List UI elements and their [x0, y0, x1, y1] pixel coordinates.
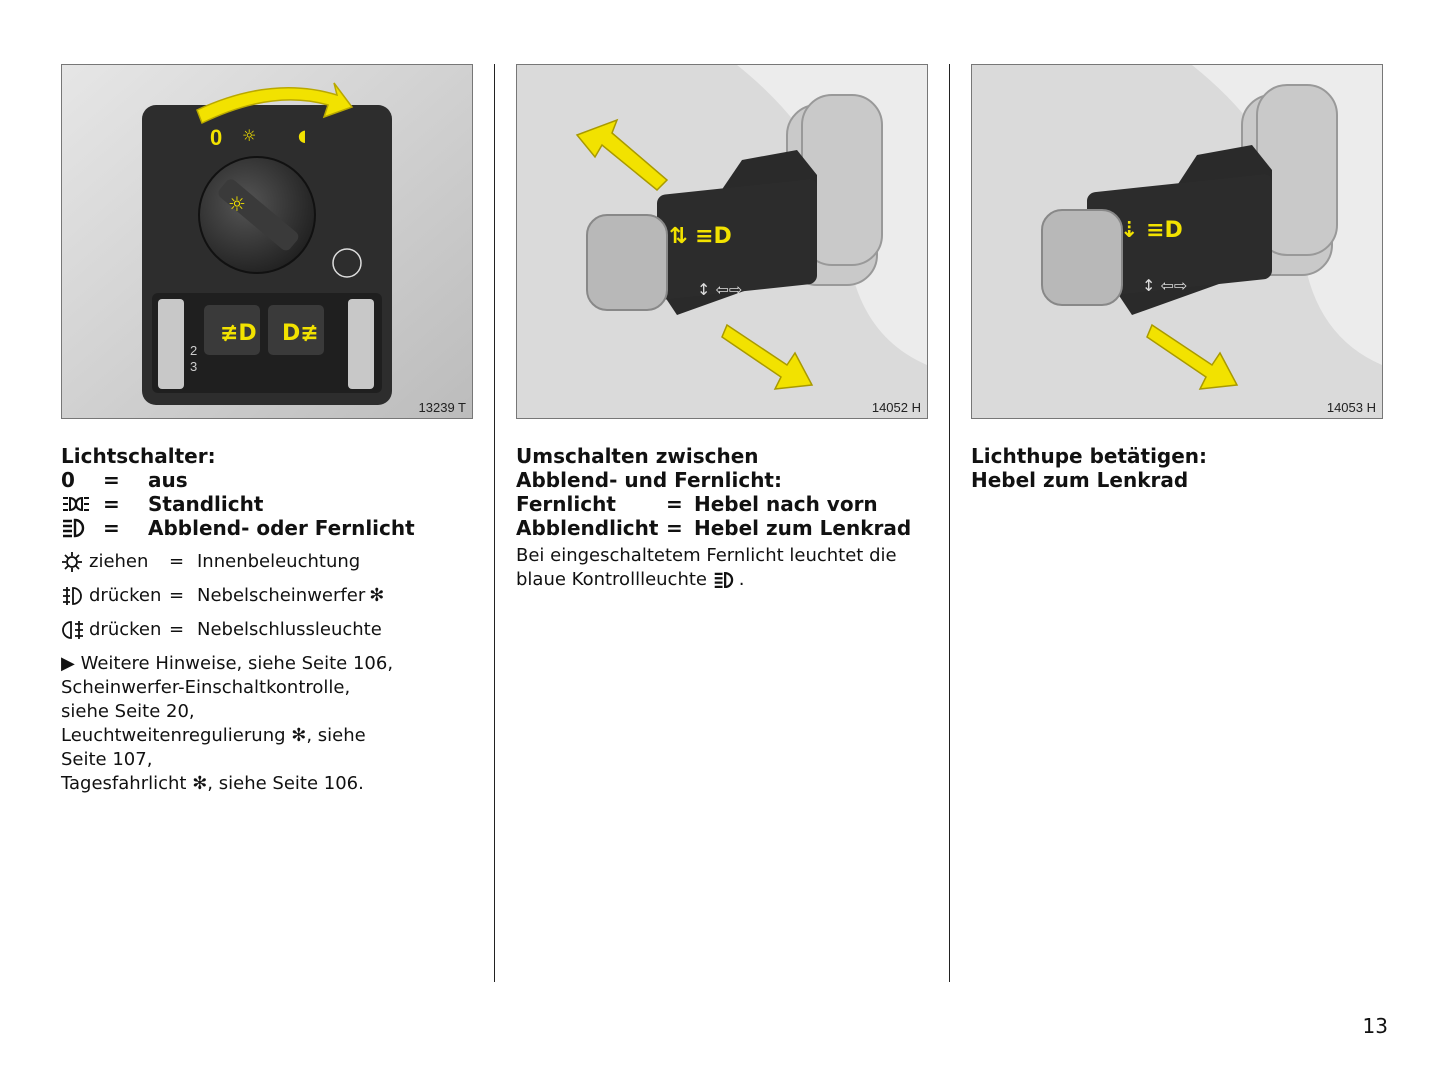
rear-fog-light-icon	[61, 618, 89, 642]
parking-light-icon	[61, 492, 103, 516]
figure-light-switch	[61, 64, 473, 419]
entry-symbol: 0	[61, 468, 75, 492]
column-headlight-flasher	[971, 64, 1383, 492]
paragraph: Bei eingeschaltetem Fernlicht leuchtet die blaue Kontrollleuchte .	[516, 545, 897, 590]
stalk-illustration	[517, 65, 927, 418]
stalk-illustration	[972, 65, 1382, 418]
section-heading: Lichtschalter:	[61, 444, 216, 468]
note-paragraph: ▶ Weitere Hinweise, siehe Seite 106, Scheinwerfer-Einschaltkontrolle, siehe Seite 20, Leuchtweitenregulierung ✻, siehe Seite 107, Tagesfahrlicht ✻, siehe Seite 106.	[61, 653, 394, 794]
front-fog-light-icon	[61, 584, 89, 608]
triangle-bullet-icon: ▶	[61, 653, 75, 674]
column-light-switch	[61, 64, 473, 796]
entry-row: = Abblend- oder Fernlicht	[61, 516, 473, 540]
entry-label: aus	[148, 468, 188, 492]
section-heading: Abblend- und Fernlicht:	[516, 468, 782, 492]
svg-text:↕ ⇦⇨: ↕ ⇦⇨	[1142, 276, 1188, 295]
section-heading: Umschalten zwischen	[516, 444, 759, 468]
svg-text:⇅ ≡D: ⇅ ≡D	[669, 224, 732, 249]
figure-stalk-forward	[516, 64, 928, 419]
optional-equipment-icon: ✻	[291, 725, 307, 746]
svg-text:⇣ ≡D: ⇣ ≡D	[1120, 218, 1183, 243]
interior-light-icon	[61, 550, 89, 574]
entry-row: = Standlicht	[61, 492, 473, 516]
entry-row: 0 = aus	[61, 468, 188, 492]
optional-equipment-icon: ✻	[192, 773, 208, 794]
svg-text:◖: ◖	[298, 126, 307, 145]
column-divider-2	[949, 64, 950, 982]
svg-text:D≢: D≢	[282, 321, 319, 346]
switch-position-zero: 0	[210, 125, 223, 150]
column-high-low-beam	[516, 64, 928, 592]
entry-label: Abblend- oder Fernlicht	[148, 516, 415, 540]
section-heading: Lichthupe betätigen:	[971, 444, 1208, 468]
svg-text:2: 2	[190, 343, 198, 358]
headlight-flasher-text	[971, 444, 1383, 492]
svg-text:☼: ☼	[242, 126, 257, 145]
svg-text:≢D: ≢D	[220, 321, 257, 346]
high-beam-indicator-icon	[713, 569, 739, 590]
interior-light-icon: ☼	[228, 192, 246, 216]
column-divider-1	[494, 64, 495, 982]
sub-entry-row: ziehen = Innenbeleuchtung	[61, 550, 473, 574]
figure-id: 14052 H	[871, 400, 921, 415]
page-number: 13	[1362, 1014, 1388, 1038]
entry-label: Standlicht	[148, 492, 264, 516]
sub-entry-row: drücken = Nebelschlussleuchte	[61, 618, 473, 642]
svg-text:3: 3	[190, 359, 198, 374]
section-heading: Hebel zum Lenkrad	[971, 468, 1189, 492]
sub-entry-row: drücken = Nebelscheinwerfer ✻	[61, 584, 473, 608]
optional-equipment-icon: ✻	[369, 585, 385, 606]
figure-stalk-toward	[971, 64, 1383, 419]
entry-row: Fernlicht = Hebel nach vorn	[516, 492, 878, 516]
headlight-icon	[61, 516, 103, 540]
svg-text:↕ ⇦⇨: ↕ ⇦⇨	[697, 280, 743, 299]
light-switch-illustration	[62, 65, 472, 418]
high-low-beam-text	[516, 444, 928, 592]
figure-id: 14053 H	[1326, 400, 1376, 415]
entry-row: Abblendlicht = Hebel zum Lenkrad	[516, 516, 912, 540]
figure-id: 13239 T	[418, 400, 466, 415]
light-switch-text	[61, 444, 473, 796]
